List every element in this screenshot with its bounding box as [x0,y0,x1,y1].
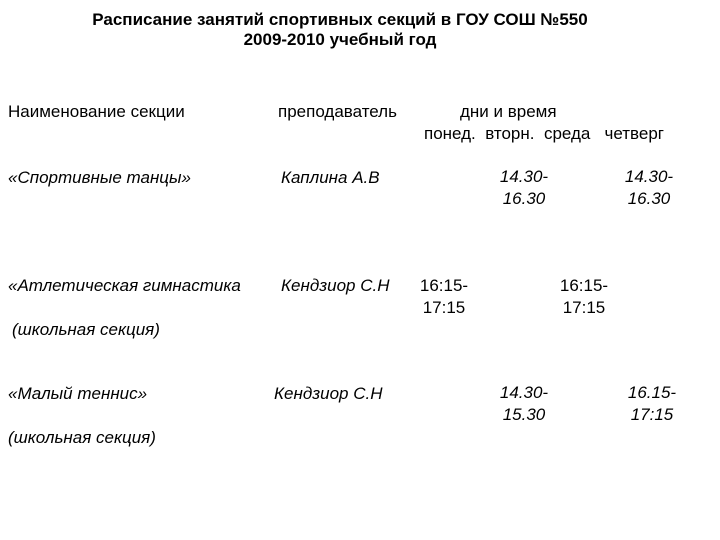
header-teacher: преподаватель [278,102,397,121]
row-2-monday-time: 16:15- 17:15 [419,276,469,317]
row-2-section-note: (школьная секция) [12,320,160,339]
row-1-wednesday-time: 14.30- 16.30 [499,167,549,208]
row-3-wednesday-time: 14.30- 15.30 [499,383,549,424]
row-3-section: «Малый теннис» [8,384,148,403]
header-days-time: дни и время [460,102,557,121]
page-title: Расписание занятий спортивных секций в ГОУ СОШ №550 [92,10,588,29]
row-2-wednesday-time: 16:15- 17:15 [559,276,609,317]
row-3-teacher: Кендзиор С.Н [274,384,383,403]
row-1-teacher: Каплина А.В [281,168,380,187]
header-section: Наименование секции [8,102,185,121]
row-2-teacher: Кендзиор С.Н [281,276,390,295]
row-3-thursday-time: 16.15- 17:15 [627,383,677,424]
page-subtitle: 2009-2010 учебный год [243,30,437,49]
header-days: понед. вторн. среда четверг [424,124,665,143]
row-1-section: «Спортивные танцы» [8,168,191,187]
row-2-section: «Атлетическая гимнастика [8,276,241,295]
row-3-section-note: (школьная секция) [8,428,156,447]
row-1-thursday-time: 14.30- 16.30 [624,167,674,208]
